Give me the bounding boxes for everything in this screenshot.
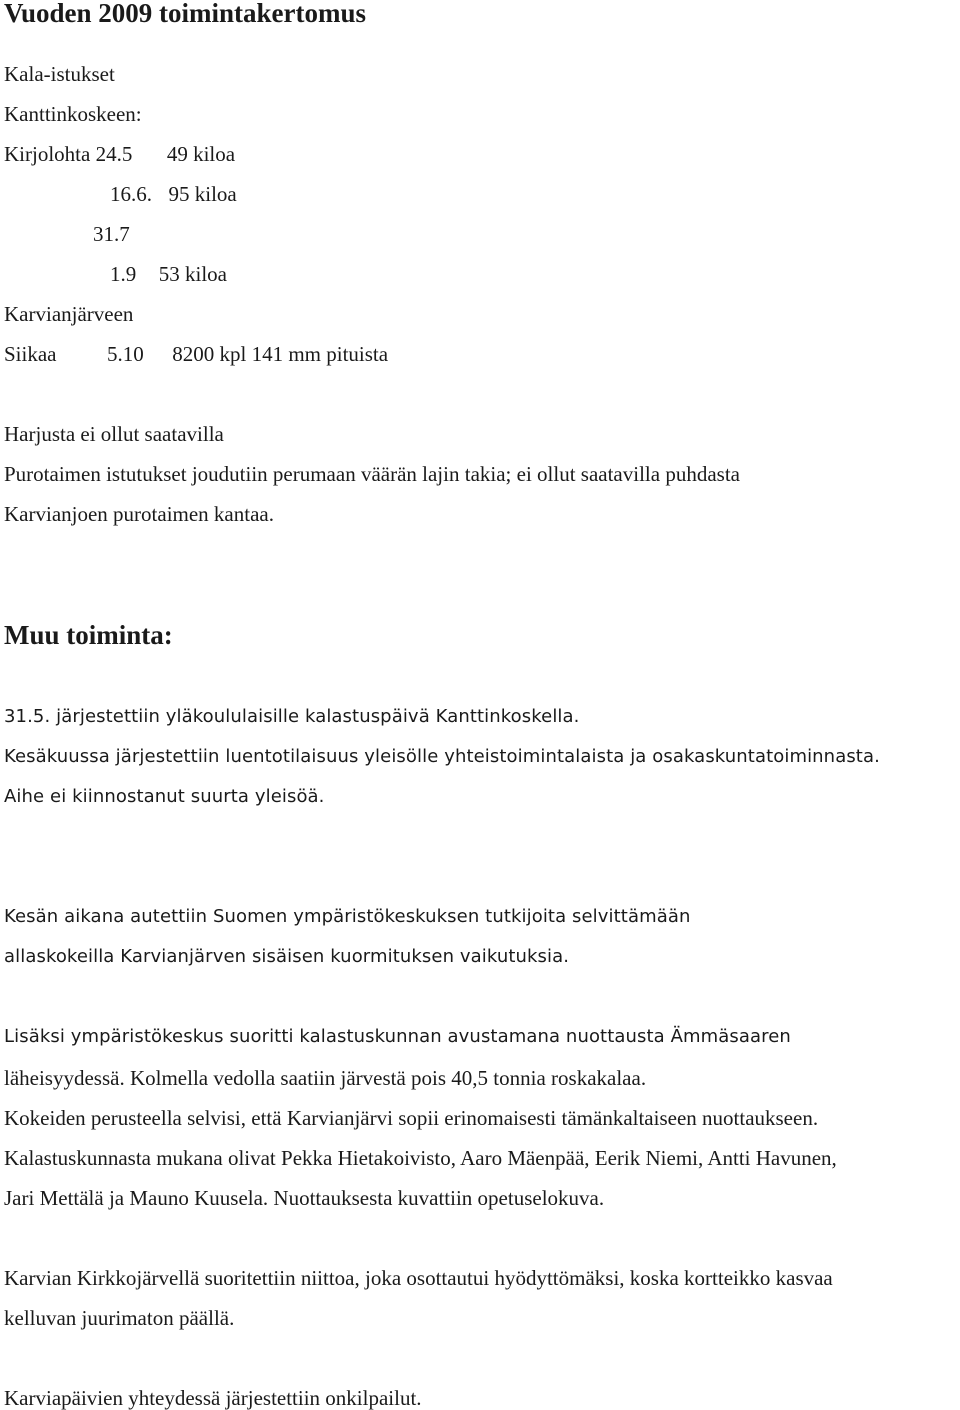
stocking-row bbox=[93, 224, 130, 245]
paragraph-line: kelluvan juurimaton päällä. bbox=[4, 1306, 235, 1330]
stocking-heading: Kala-istukset bbox=[4, 62, 115, 86]
paragraph-line: Kokeiden perusteella selvisi, että Karvianjärvi sopii erinomaisesti tämänkaltaiseen nuottaukseen. bbox=[4, 1106, 819, 1130]
stocking-date: 5.10 bbox=[107, 342, 144, 366]
paragraph-line: Jari Mettälä ja Mauno Kuusela. Nuottauksesta kuvattiin opetuselokuva. bbox=[4, 1186, 605, 1210]
stocking-note-trout-cont: Karvianjoen purotaimen kantaa. bbox=[4, 502, 274, 526]
paragraph-line: Kalastuskunnasta mukana olivat Pekka Hietakoivisto, Aaro Mäenpää, Eerik Niemi, Antti Havunen, bbox=[4, 1146, 837, 1170]
paragraph-line: allaskokeilla Karvianjärven sisäisen kuormituksen vaikutuksia. bbox=[4, 946, 570, 967]
paragraph-line: läheisyydessä. Kolmella vedolla saatiin järvestä pois 40,5 tonnia roskakalaa. bbox=[4, 1066, 647, 1090]
stocking-row bbox=[110, 264, 227, 285]
paragraph-line: Kesän aikana autettiin Suomen ympäristökeskuksen tutkijoita selvittämään bbox=[4, 906, 691, 927]
stocking-amount: 8200 kpl 141 mm pituista bbox=[172, 342, 389, 366]
stocking-species: Siikaa bbox=[4, 342, 57, 366]
stocking-row bbox=[110, 184, 237, 205]
stocking-date: 16.6. bbox=[110, 182, 152, 206]
document-title: Vuoden 2009 toimintakertomus bbox=[4, 0, 367, 28]
paragraph-line: 31.5. järjestettiin yläkoululaisille kalastuspäivä Kanttinkoskella. bbox=[4, 706, 580, 727]
stocking-note-grayling: Harjusta ei ollut saatavilla bbox=[4, 422, 224, 446]
stocking-amount: 95 kiloa bbox=[168, 182, 237, 206]
stocking-date: 31.7 bbox=[93, 222, 130, 246]
paragraph-line: Karvian Kirkkojärvellä suoritettiin niittoa, joka osottautui hyödyttömäksi, koska kortteikko kasvaa bbox=[4, 1266, 833, 1290]
stocking-date: 1.9 bbox=[110, 262, 137, 286]
stocking-amount: 53 kiloa bbox=[158, 262, 227, 286]
stocking-row-whitefish bbox=[4, 344, 388, 365]
stocking-species: Kirjolohta bbox=[4, 142, 91, 166]
paragraph-line: Lisäksi ympäristökeskus suoritti kalastuskunnan avustamana nuottausta Ämmäsaaren bbox=[4, 1026, 791, 1047]
stocking-amount: 49 kiloa bbox=[166, 142, 236, 166]
stocking-date: 24.5 bbox=[95, 142, 133, 166]
paragraph-line: Aihe ei kiinnostanut suurta yleisöä. bbox=[4, 786, 325, 807]
stocking-location-karvianjarvi: Karvianjärveen bbox=[4, 302, 134, 326]
stocking-row bbox=[4, 144, 235, 165]
paragraph-line: Karviapäivien yhteydessä järjestettiin onkilpailut. bbox=[4, 1386, 422, 1410]
section-heading-other: Muu toiminta: bbox=[4, 620, 173, 650]
paragraph-line: Kesäkuussa järjestettiin luentotilaisuus yleisölle yhteistoimintalaista ja osakaskuntatoiminnasta. bbox=[4, 746, 880, 767]
stocking-location-kanttinkoski: Kanttinkoskeen: bbox=[4, 102, 142, 126]
stocking-note-trout: Purotaimen istutukset joudutiin perumaan väärän lajin takia; ei ollut saatavilla puhdasta bbox=[4, 462, 740, 486]
